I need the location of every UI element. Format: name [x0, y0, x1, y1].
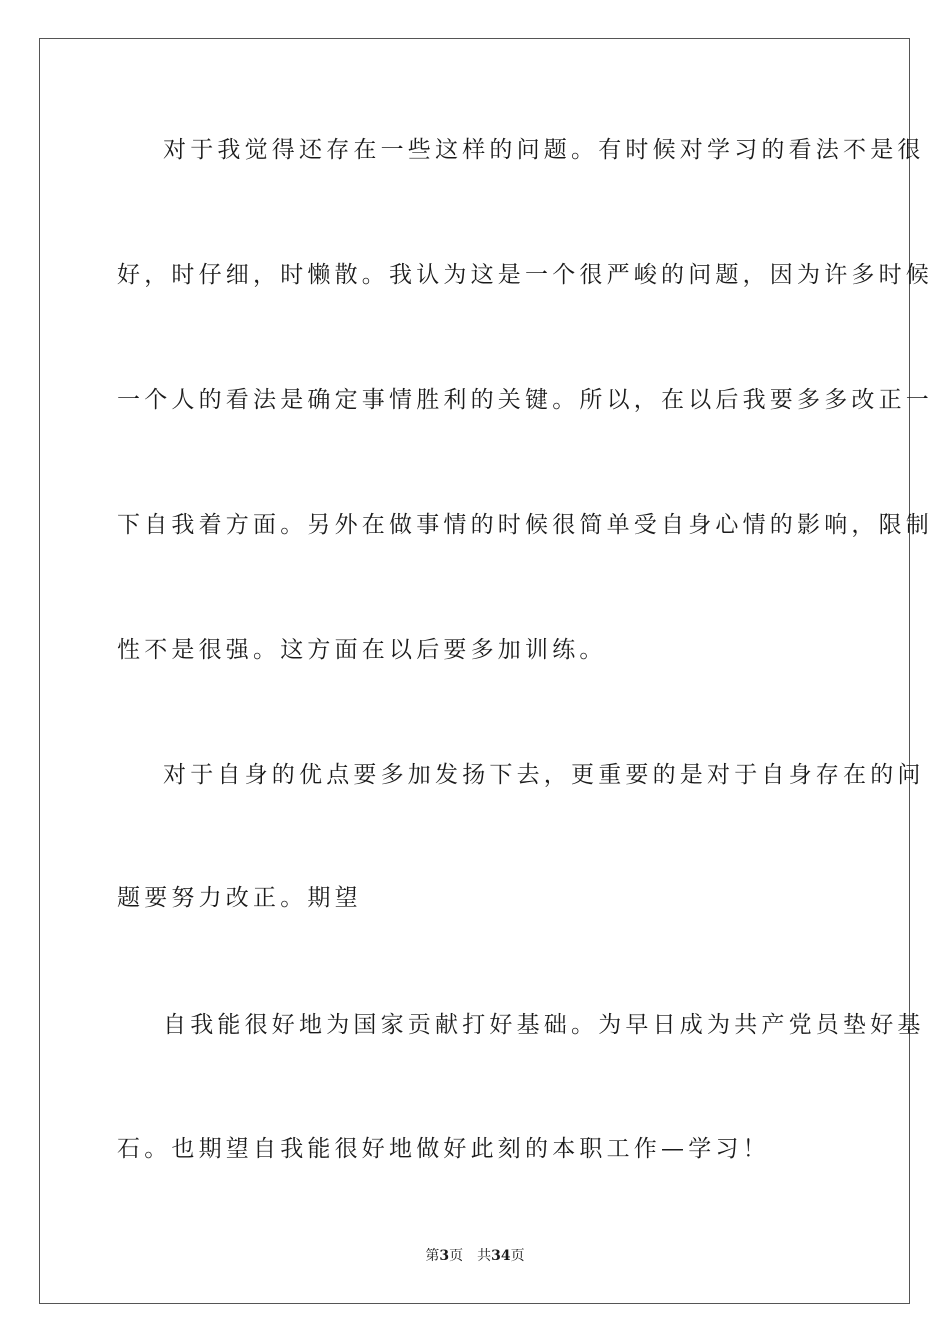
footer-page-suffix: 页 — [449, 1248, 464, 1264]
footer-page-number: 3 — [439, 1248, 450, 1264]
page-border — [39, 38, 933, 1304]
paragraph-line: 好，时仔细，时懒散。我认为这是一个很严峻的问题，因为许多时候 — [117, 262, 933, 288]
footer-total-pages: 34 — [491, 1248, 511, 1264]
page-footer — [0, 1246, 950, 1266]
paragraph-line: 自我能很好地为国家贡献打好基础。为早日成为共产党员垫好基 — [163, 1012, 925, 1038]
paragraph-line: 一个人的看法是确定事情胜利的关键。所以，在以后我要多多改正一 — [117, 387, 933, 413]
paragraph-line: 性不是很强。这方面在以后要多加训练。 — [117, 637, 607, 663]
footer-total-prefix: 共 — [477, 1248, 492, 1264]
paragraph-line: 石。也期望自我能很好地做好此刻的本职工作—学习！ — [117, 1136, 770, 1162]
footer-page-prefix: 第 — [425, 1248, 440, 1264]
paragraph-line: 下自我着方面。另外在做事情的时候很简单受自身心情的影响，限制 — [117, 512, 933, 538]
paragraph-line: 题要努力改正。期望 — [117, 885, 362, 911]
paragraph-line: 对于我觉得还存在一些这样的问题。有时候对学习的看法不是很 — [163, 137, 925, 163]
paragraph-line: 对于自身的优点要多加发扬下去，更重要的是对于自身存在的问 — [163, 762, 925, 788]
footer-total-suffix: 页 — [510, 1248, 525, 1264]
